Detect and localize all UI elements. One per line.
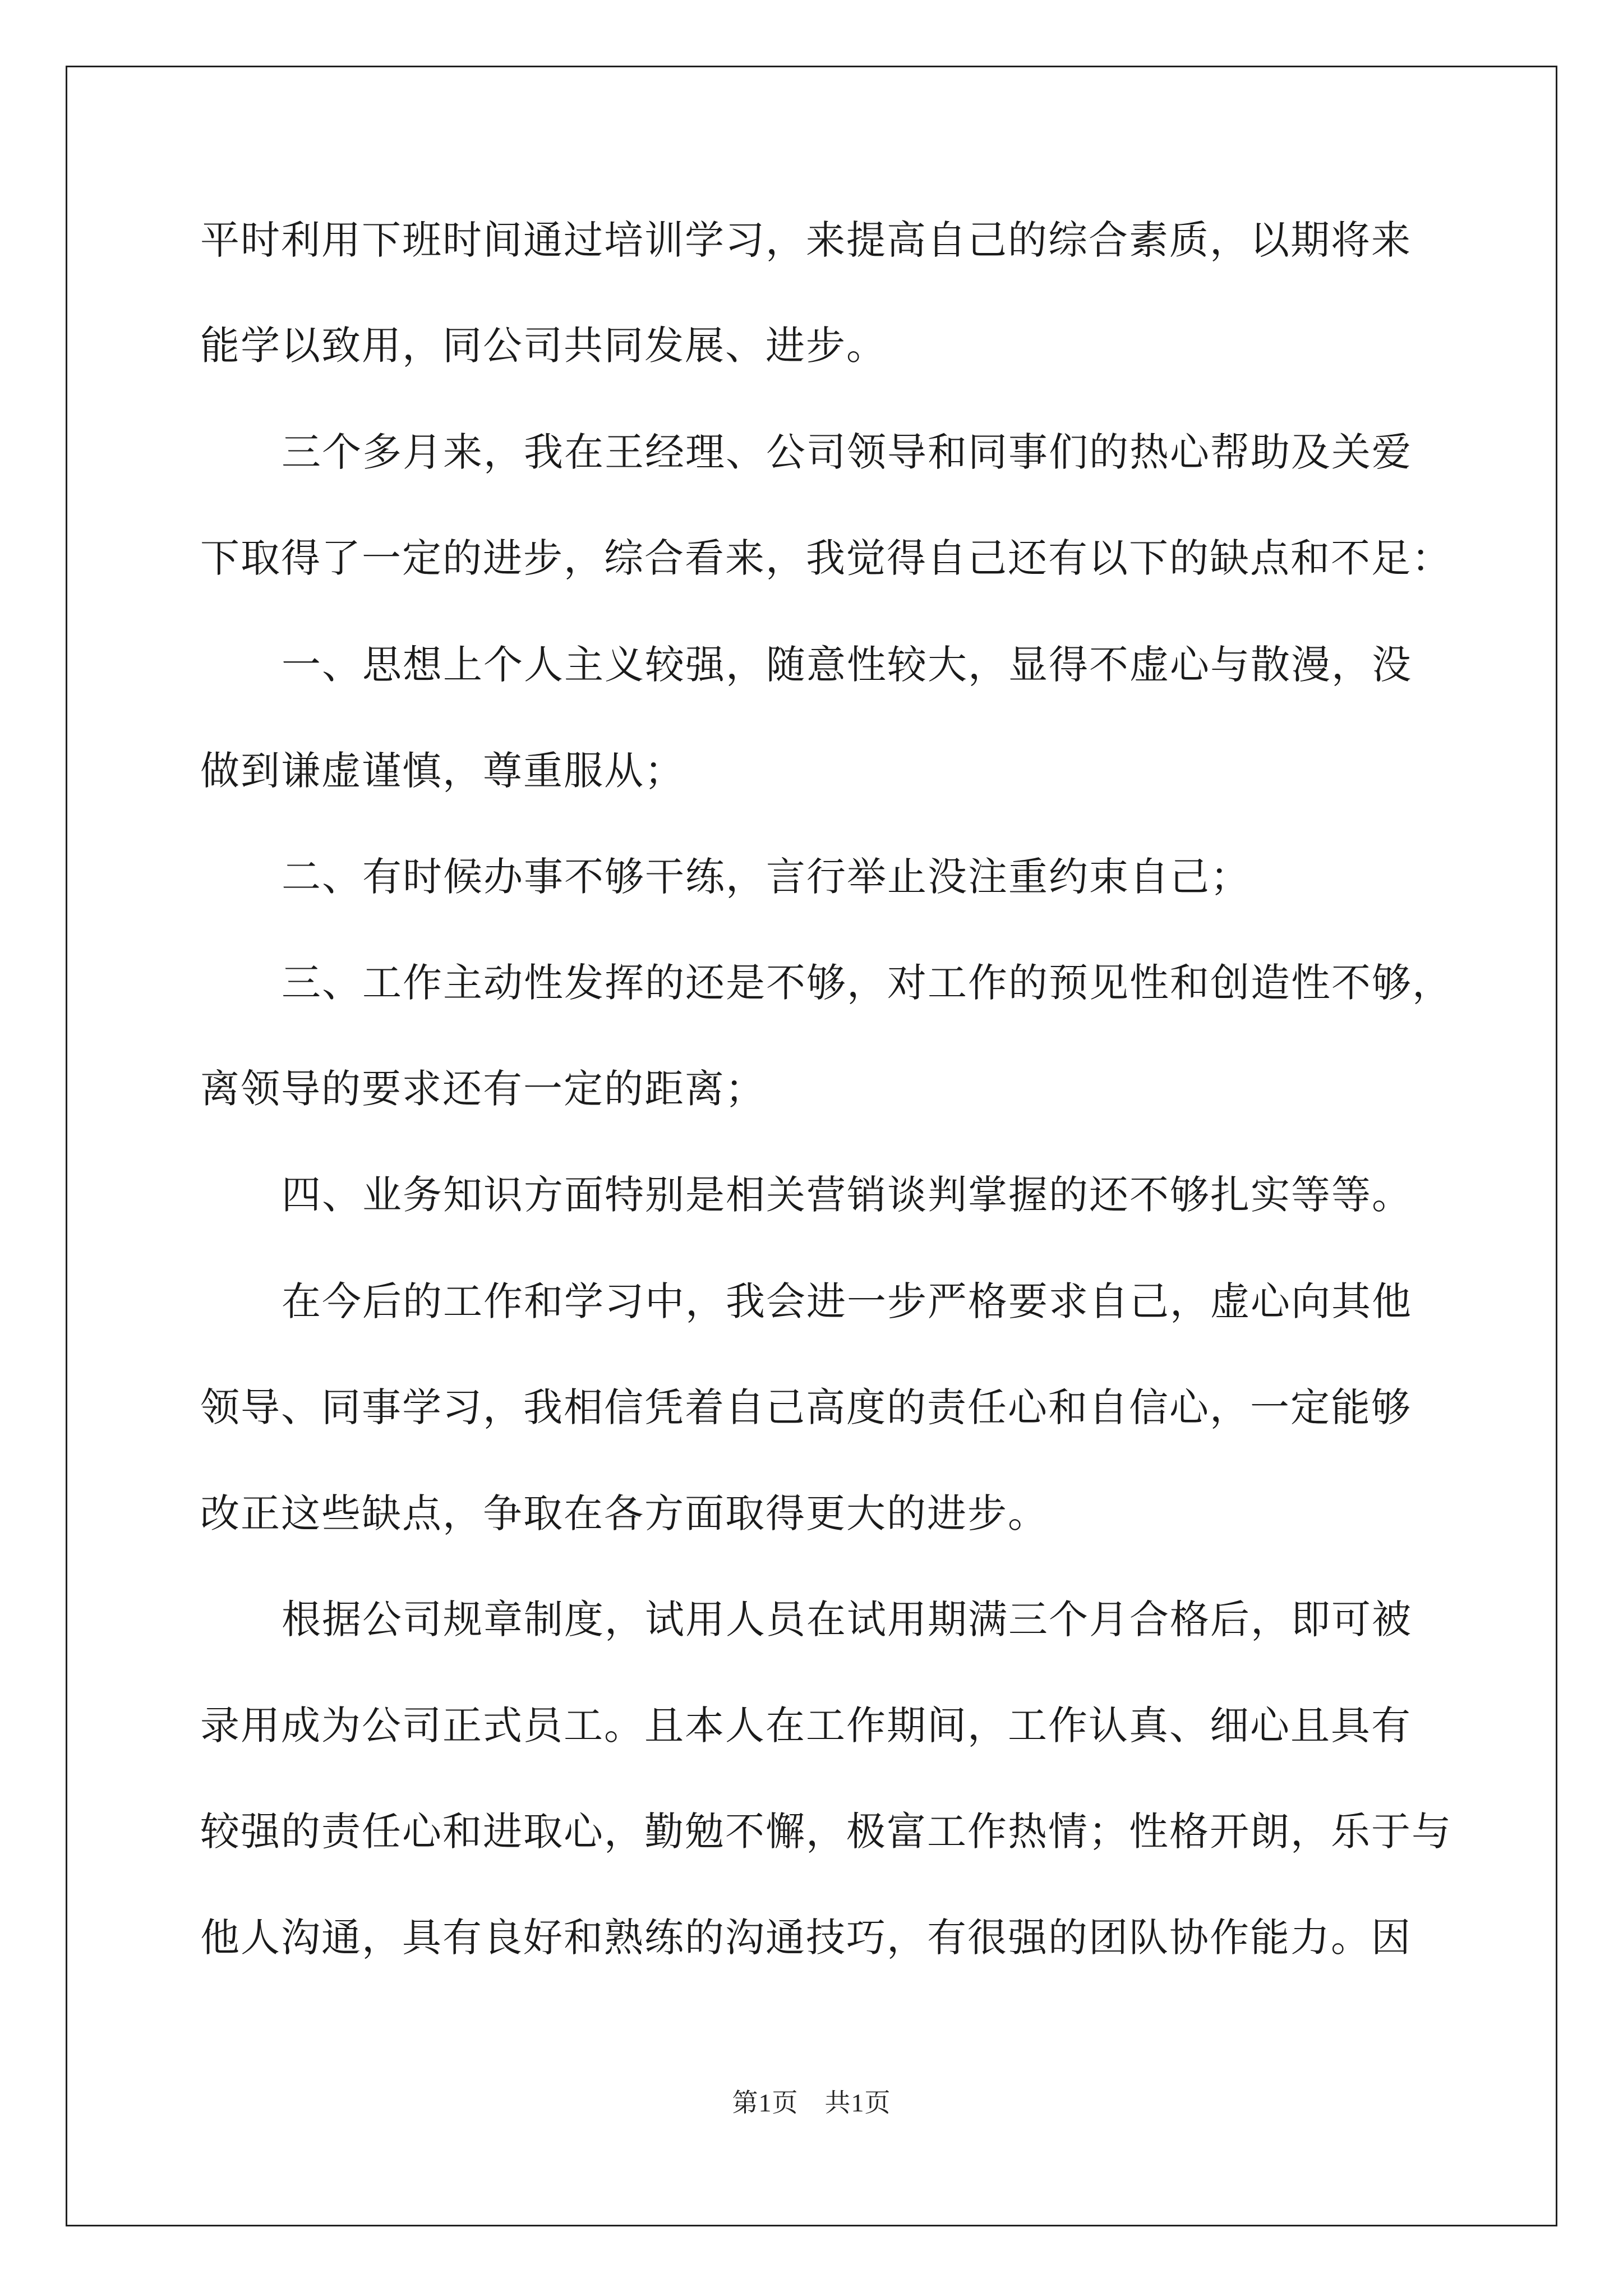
text-line: 一、思想上个人主义较强，随意性较大，显得不虚心与散漫，没	[282, 642, 1412, 688]
text-line: 二、有时候办事不够干练，言行举止没注重约束自己；	[282, 854, 1251, 900]
text-line: 根据公司规章制度，试用人员在试用期满三个月合格后，即可被	[282, 1596, 1412, 1642]
text-line: 领导、同事学习，我相信凭着自己高度的责任心和自信心，一定能够	[200, 1384, 1412, 1430]
text-line: 改正这些缺点，争取在各方面取得更大的进步。	[200, 1490, 1048, 1536]
text-line: 做到谦虚谨慎，尊重服从；	[200, 748, 685, 794]
text-line: 他人沟通，具有良好和熟练的沟通技巧，有很强的团队协作能力。因	[200, 1915, 1412, 1961]
text-line: 下取得了一定的进步，综合看来，我觉得自己还有以下的缺点和不足：	[200, 535, 1452, 581]
text-line: 离领导的要求还有一定的距离；	[200, 1066, 766, 1112]
text-line: 录用成为公司正式员工。且本人在工作期间，工作认真、细心且具有	[200, 1703, 1412, 1749]
text-line: 能学以致用，同公司共同发展、进步。	[200, 323, 887, 369]
text-line: 平时利用下班时间通过培训学习，来提高自己的综合素质，以期将来	[200, 217, 1412, 263]
page-number-footer: 第1页 共1页	[732, 2088, 891, 2117]
page-border	[66, 66, 1557, 2226]
text-line: 在今后的工作和学习中，我会进一步严格要求自己，虚心向其他	[282, 1278, 1412, 1324]
text-line: 较强的责任心和进取心，勤勉不懈，极富工作热情；性格开朗，乐于与	[200, 1809, 1452, 1855]
text-line: 四、业务知识方面特别是相关营销谈判掌握的还不够扎实等等。	[282, 1172, 1412, 1218]
text-line: 三个多月来，我在王经理、公司领导和同事们的热心帮助及关爱	[282, 429, 1412, 475]
text-line: 三、工作主动性发挥的还是不够，对工作的预见性和创造性不够，	[282, 960, 1453, 1006]
